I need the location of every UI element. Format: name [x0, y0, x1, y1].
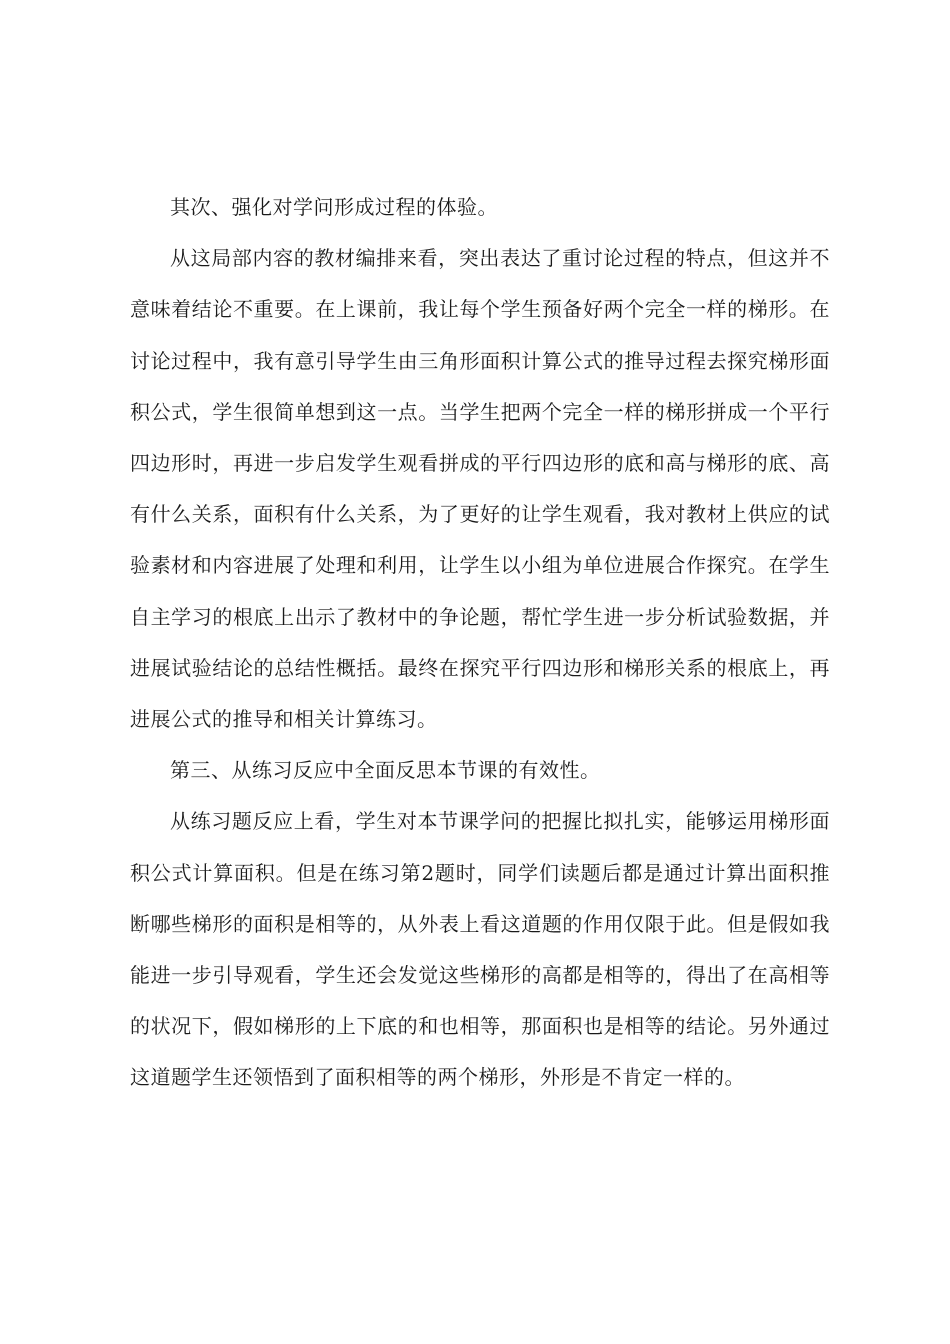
- document-body: [130, 182, 830, 1104]
- paragraph-heading-second: 其次、强化对学问形成过程的体验。: [170, 195, 498, 219]
- paragraph-heading-third: 第三、从练习反应中全面反思本节课的有效性。: [170, 758, 601, 783]
- paragraph-body-second: 从这局部内容的教材编排来看，突出表达了重讨论过程的特点，但这并不意味着结论不重要。在上课前，我让每个学生预备好两个完全一样的梯形。在讨论过程中，我有意引导学生由三角形面积计算公式的推导过程去探究梯形面积公式，学生很简单想到这一点。当学生把两个完全一样的梯形拼成一个平行四边形时，再进一步启发学生观看拼成的平行四边形的底和高与梯形的底、高有什么关系，面积有什么关系，为了更好的让学生观看，我对教材上供应的试验素材和内容进展了处理和利用，让学生以小组为单位进展合作探究。在学生自主学习的根底上出示了教材中的争论题，帮忙学生进一步分析试验数据，并进展试验结论的总结性概括。最终在探究平行四边形和梯形关系的根底上，再进展公式的推导和相关计算练习。: [130, 246, 830, 732]
- paragraph-body-third: 从练习题反应上看，学生对本节课学问的把握比拟扎实，能够运用梯形面积公式计算面积。但是在练习第2题时，同学们读题后都是通过计算出面积推断哪些梯形的面积是相等的，从外表上看这道题的作用仅限于此。但是假如我能进一步引导观看，学生还会发觉这些梯形的高都是相等的，得出了在高相等的状况下，假如梯形的上下底的和也相等，那面积也是相等的结论。另外通过这道题学生还领悟到了面积相等的两个梯形，外形是不肯定一样的。: [130, 809, 830, 1090]
